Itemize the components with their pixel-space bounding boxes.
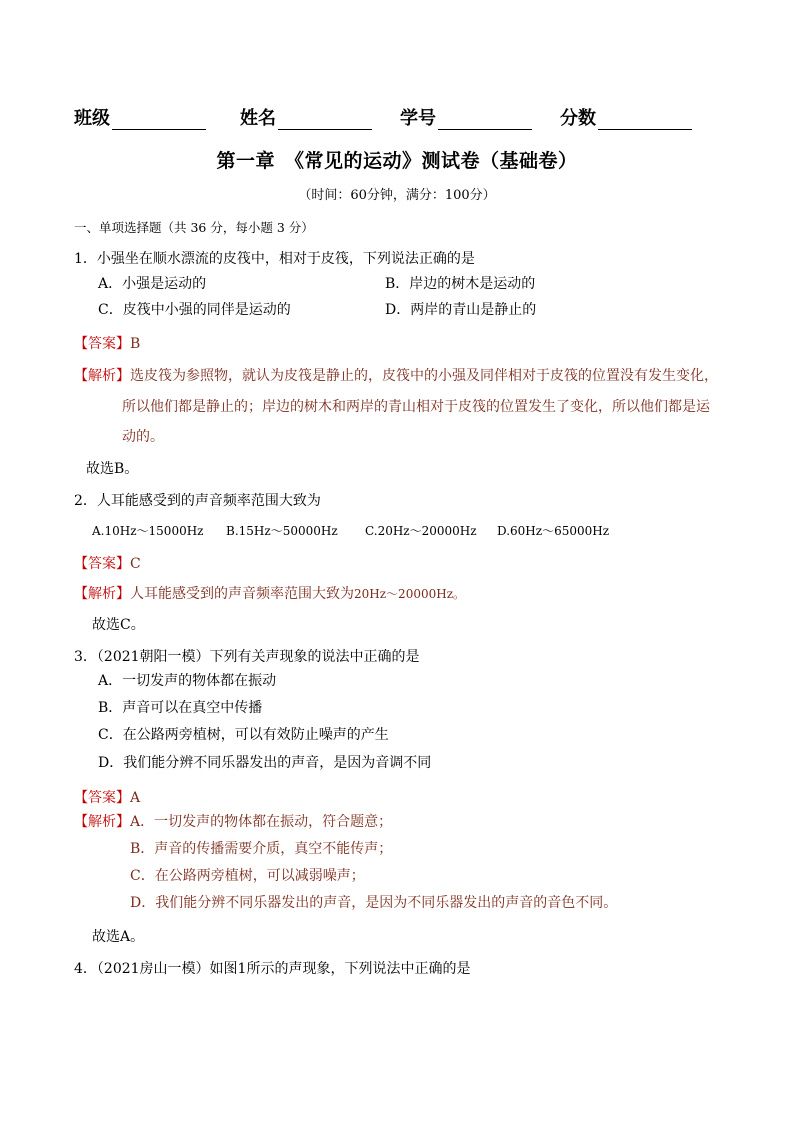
q1-option-b: B．岸边的树木是运动的 — [385, 276, 536, 292]
score-field — [560, 104, 692, 130]
page-title: 第一章 《常见的运动》测试卷（基础卷） — [216, 150, 578, 172]
class-field — [74, 104, 206, 130]
id-field — [400, 104, 532, 130]
q3-analysis-a: 【解析】A．一切发声的物体都在振动，符合题意； — [74, 814, 393, 830]
q3-option-b: B．声音可以在真空中传播 — [98, 700, 263, 716]
section-heading: 一、单项选择题（共 36 分，每小题 3 分） — [74, 220, 314, 235]
q3-answer-tag: 【答案】 — [74, 790, 130, 806]
q1-option-c: C．皮筏中小强的同伴是运动的 — [98, 302, 291, 318]
score-label: 分数 — [560, 108, 596, 129]
q2-option-c: C.20Hz～20000Hz — [365, 524, 477, 538]
id-blank[interactable] — [438, 111, 532, 130]
q1-analysis-tag: 【解析】 — [74, 368, 130, 384]
q1-choose: 故选B。 — [86, 461, 139, 477]
q3-option-a: A．一切发声的物体都在振动 — [98, 673, 277, 689]
id-label: 学号 — [400, 108, 436, 129]
q3-analysis-tag: 【解析】 — [74, 814, 130, 830]
q1-analysis-line3: 动的。 — [122, 429, 164, 445]
q2-analysis-tag: 【解析】 — [74, 586, 130, 602]
class-blank[interactable] — [112, 111, 206, 130]
q3-stem: 3．（2021朝阳一模）下列有关声现象的说法中正确的是 — [74, 649, 420, 665]
q2-option-d: D.60Hz～65000Hz — [497, 524, 610, 538]
q1-option-a: A．小强是运动的 — [98, 276, 207, 292]
q2-stem: 2．人耳能感受到的声音频率范围大致为 — [74, 493, 321, 509]
q3-choose: 故选A。 — [92, 929, 145, 945]
name-label: 姓名 — [240, 108, 276, 129]
q1-answer — [74, 333, 140, 353]
q3-answer — [74, 787, 140, 807]
q3-analysis-d: D．我们能分辨不同乐器发出的声音，是因为不同乐器发出的声音的音色不同。 — [130, 895, 618, 911]
q2-option-a: A.10Hz～15000Hz — [92, 524, 204, 538]
q3-answer-value: A — [130, 790, 141, 806]
class-label: 班级 — [74, 108, 110, 129]
q2-choose: 故选C。 — [92, 617, 145, 633]
q1-answer-value: B — [130, 336, 141, 352]
q2-answer — [74, 553, 141, 573]
q2-option-b: B.15Hz～50000Hz — [226, 524, 338, 538]
q1-option-d: D．两岸的青山是静止的 — [385, 302, 537, 318]
q2-answer-value: C — [130, 556, 141, 572]
q2-answer-tag: 【答案】 — [74, 556, 130, 572]
name-blank[interactable] — [278, 111, 372, 130]
q1-answer-tag: 【答案】 — [74, 336, 130, 352]
page-subtitle: （时间：60分钟，满分：100分） — [298, 188, 496, 203]
q1-analysis-line2: 所以他们都是静止的；岸边的树木和两岸的青山相对于皮筏的位置发生了变化，所以他们都是运 — [122, 399, 710, 415]
q1-stem: 1．小强坐在顺水漂流的皮筏中，相对于皮筏，下列说法正确的是 — [74, 251, 475, 267]
q2-analysis: 【解析】人耳能感受到的声音频率范围大致为20Hz～20000Hz。 — [74, 586, 466, 602]
q3-analysis-c: C．在公路两旁植树，可以减弱噪声； — [130, 868, 365, 884]
q3-option-d: D．我们能分辨不同乐器发出的声音，是因为音调不同 — [98, 755, 432, 771]
q3-option-c: C．在公路两旁植树，可以有效防止噪声的产生 — [98, 727, 389, 743]
q1-analysis-line1: 【解析】选皮筏为参照物，就认为皮筏是静止的，皮筏中的小强及同伴相对于皮筏的位置没有发生变化， — [74, 368, 718, 384]
q4-stem: 4．（2021房山一模）如图1所示的声现象，下列说法中正确的是 — [74, 961, 471, 977]
name-field — [240, 104, 372, 130]
score-blank[interactable] — [598, 111, 692, 130]
q3-analysis-b: B．声音的传播需要介质，真空不能传声； — [130, 841, 393, 857]
